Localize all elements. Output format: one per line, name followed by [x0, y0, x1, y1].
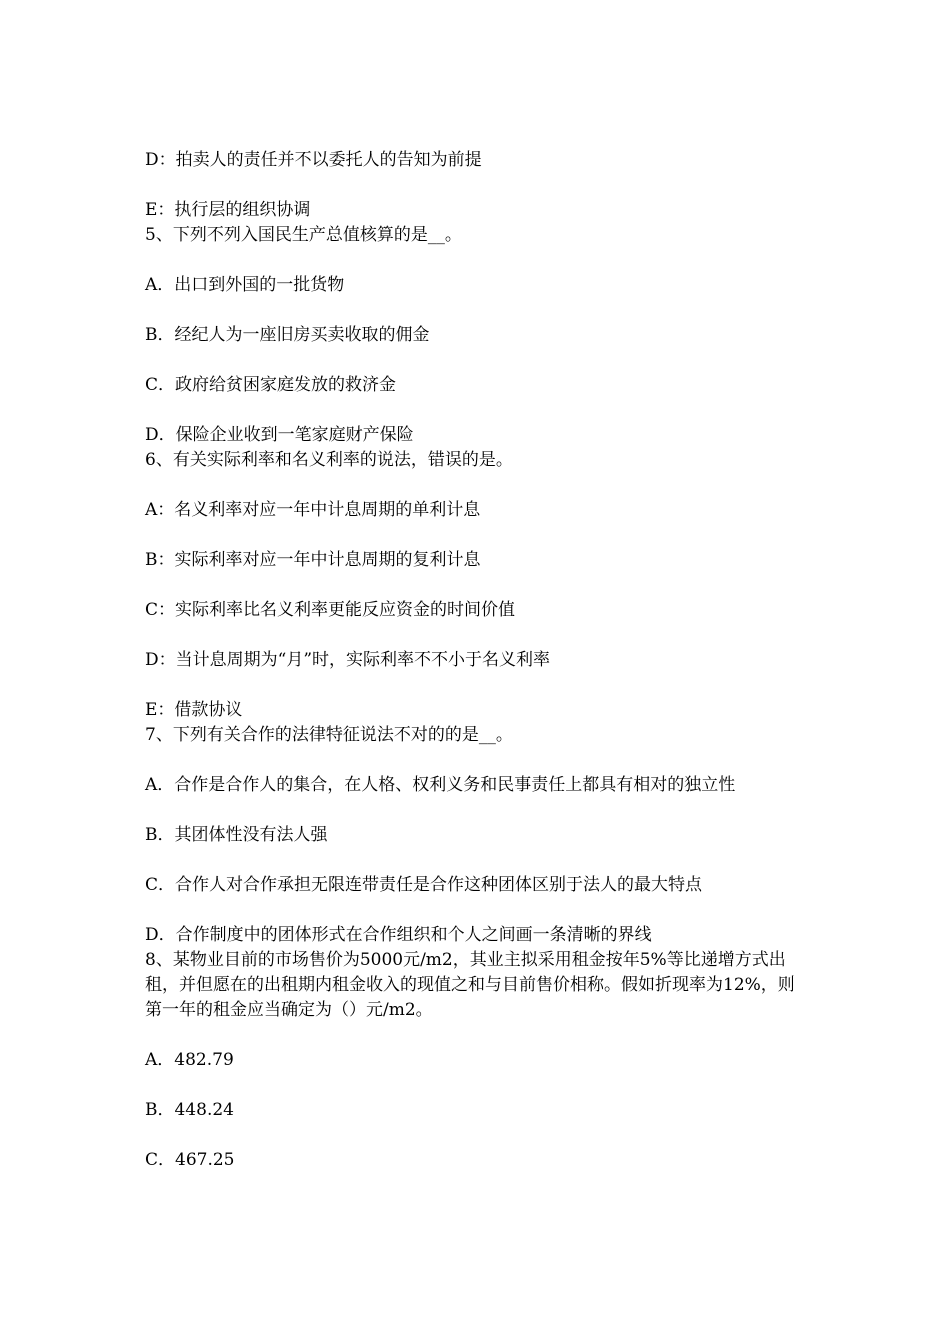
option-4d: D：拍卖人的责任并不以委托人的告知为前提: [145, 150, 482, 170]
option-8a: A．482.79: [145, 1050, 234, 1070]
option-7d: D．合作制度中的团体形式在合作组织和个人之间画一条清晰的界线: [145, 925, 652, 945]
option-4e: E：执行层的组织协调: [145, 200, 311, 220]
question-5: 5、下列不列入国民生产总值核算的是__。: [145, 225, 462, 245]
document-body: [145, 148, 810, 1173]
option-6d: D：当计息周期为“月”时，实际利率不不小于名义利率: [145, 650, 551, 670]
option-7a: A．合作是合作人的集合，在人格、权利义务和民事责任上都具有相对的独立性: [145, 775, 736, 795]
question-7: 7、下列有关合作的法律特征说法不对的的是__。: [145, 725, 513, 745]
option-5c: C．政府给贫困家庭发放的救济金: [145, 375, 397, 395]
option-6e: E：借款协议: [145, 700, 243, 720]
question-6: 6、有关实际利率和名义利率的说法，错误的是。: [145, 450, 513, 470]
option-5d: D．保险企业收到一笔家庭财产保险: [145, 425, 414, 445]
option-7c: C．合作人对合作承担无限连带责任是合作这种团体区别于法人的最大特点: [145, 875, 703, 895]
option-6a: A：名义利率对应一年中计息周期的单利计息: [145, 500, 481, 520]
option-7b: B．其团体性没有法人强: [145, 825, 328, 845]
option-6b: B：实际利率对应一年中计息周期的复利计息: [145, 550, 481, 570]
question-8: 8、某物业目前的市场售价为5000元/m2，其业主拟采用租金按年5%等比递增方式出租，并但愿在的出租期内租金收入的现值之和与目前售价相称。假如折现率为12%，则第一年的租金应当确定为（）元/m2。: [145, 950, 795, 1020]
option-5a: A．出口到外国的一批货物: [145, 275, 345, 295]
option-6c: C：实际利率比名义利率更能反应资金的时间价值: [145, 600, 516, 620]
option-5b: B．经纪人为一座旧房买卖收取的佣金: [145, 325, 430, 345]
option-8c: C．467.25: [145, 1150, 235, 1170]
option-8b: B．448.24: [145, 1100, 234, 1120]
